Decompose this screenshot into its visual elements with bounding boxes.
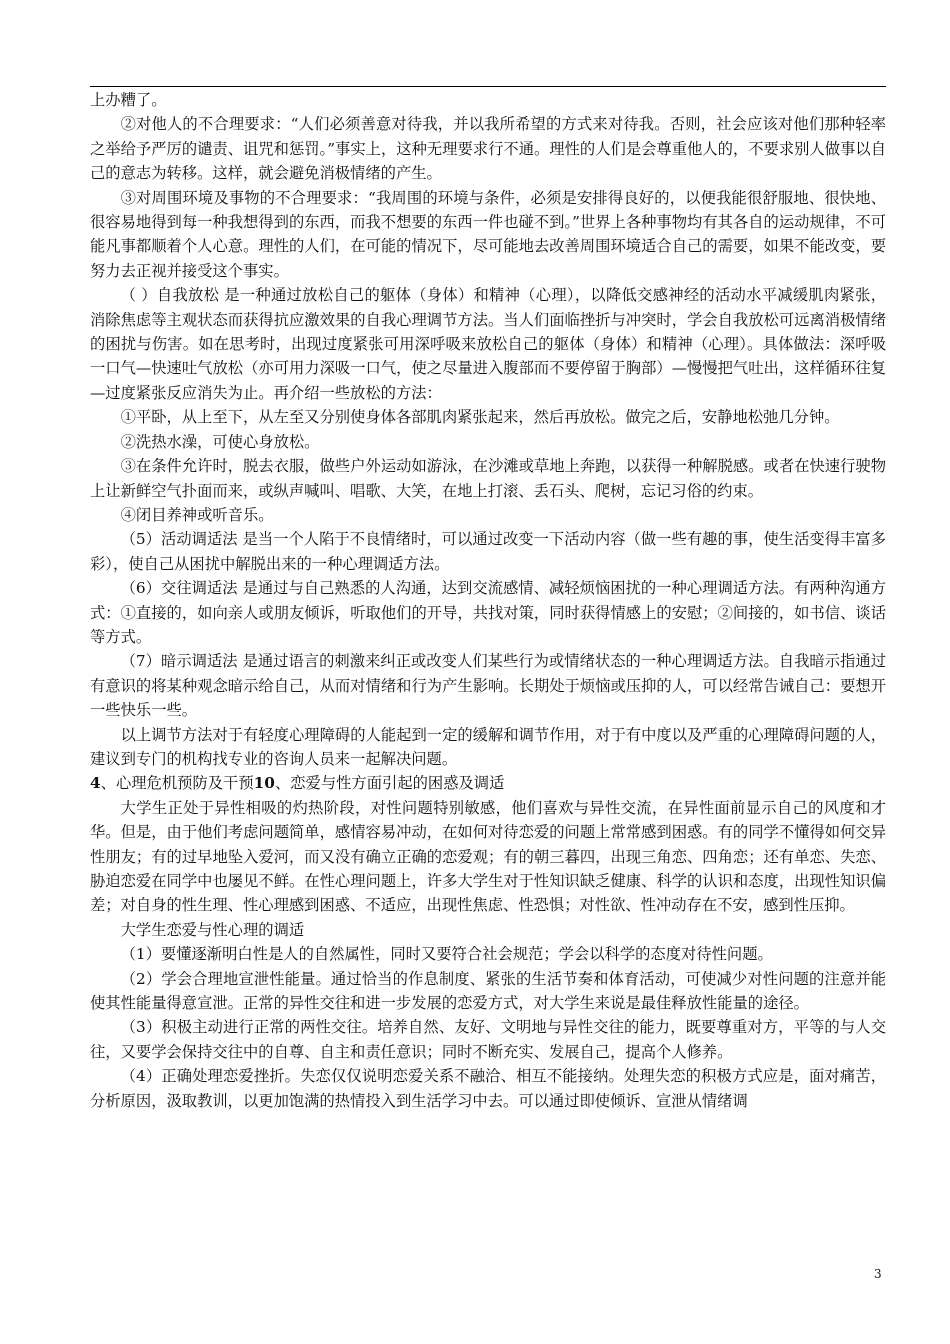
paragraph: 上办糟了。: [90, 91, 167, 109]
paragraph: （7）暗示调适法 是通过语言的刺激来纠正或改变人们某些行为或情绪状态的一种心理调适方法。自我暗示指通过有意识的将某种观念暗示给自己，从而对情绪和行为产生影响。长期处于烦恼或压抑的人，可以经常告诫自己：要想开一些快乐一些。: [90, 652, 886, 720]
heading-number: 4: [90, 774, 101, 793]
heading-number: 10: [253, 774, 275, 793]
heading-text: 、恋爱与性方面引起的困惑及调适: [274, 774, 505, 793]
paragraph: （6）交往调适法 是通过与自己熟悉的人沟通，达到交流感情、减轻烦恼困扰的一种心理调适方法。有两种沟通方式：①直接的，如向亲人或朋友倾诉，听取他们的开导，共找对策，同时获得情感上的安慰；②间接的，如书信、谈话等方式。: [90, 579, 886, 646]
paragraph: 以上调节方法对于有轻度心理障碍的人能起到一定的缓解和调节作用，对于有中度以及严重的心理障碍问题的人，建议到专门的机构找专业的咨询人员来一起解决问题。: [90, 725, 886, 768]
heading-text: 、心理危机预防及干预: [100, 774, 254, 793]
header-rule: [90, 86, 886, 87]
paragraph: （ ）自我放松 是一种通过放松自己的躯体（身体）和精神（心理），以降低交感神经的活动水平减缓肌肉紧张，消除焦虑等主观状态而获得抗应激效果的自我心理调节方法。当人们面临挫折与冲突时，学会自我放松可远离消极情绪的困扰与伤害。如在思考时，出现过度紧张可用深呼吸来放松自己的躯体（身体）和精神（心理）。具体做法：深呼吸一口气—快速吐气放松（亦可用力深吸一口气，使之尽量进入腹部而不要停留于胸部）—慢慢把气吐出，这样循环往复—过度紧张反应消失为止。再介绍一些放松的方法：: [90, 286, 886, 402]
paragraph: ①平卧，从上至下，从左至又分别使身体各部肌肉紧张起来，然后再放松。做完之后，安静地松弛几分钟。: [120, 408, 840, 427]
paragraph: （1）要懂逐渐明白性是人的自然属性，同时又要符合社会规范；学会以科学的态度对待性问题。: [120, 945, 773, 964]
paragraph: 大学生正处于异性相吸的灼热阶段，对性问题特别敏感，他们喜欢与异性交流，在异性面前显示自己的风度和才华。但是，由于他们考虑问题简单，感情容易冲动，在如何对待恋爱的问题上常常感到困惑。有的同学不懂得如何交异性朋友；有的过早地坠入爱河，而又没有确立正确的恋爱观；有的朝三暮四，出现三角恋、四角恋；还有单恋、失恋、胁迫恋爱在同学中也屡见不鲜。在性心理问题上，许多大学生对于性知识缺乏健康、科学的认识和态度，出现性知识偏差；对自身的性生理、性心理感到困惑、不适应，出现性焦虑、性恐惧；对性欲、性冲动存在不安，感到性压抑。: [90, 798, 886, 915]
paragraph: ④闭目养神或听音乐。: [120, 505, 274, 524]
section-heading: [90, 771, 886, 795]
paragraph: （4）正确处理恋爱挫折。失恋仅仅说明恋爱关系不融洽、相互不能接纳。处理失恋的积极方式应是，面对痛苦，分析原因，汲取教训，以更加饱满的热情投入到生活学习中去。可以通过即使倾诉、宣泄从情绪调: [90, 1067, 886, 1110]
paragraph: ②洗热水澡，可使心身放松。: [120, 432, 320, 451]
page-number: 3: [874, 1267, 882, 1281]
paragraph: （5）活动调适法 是当一个人陷于不良情绪时，可以通过改变一下活动内容（做一些有趣的事，使生活变得丰富多彩），使自己从困扰中解脱出来的一种心理调适方法。: [90, 530, 886, 573]
paragraph: （3）积极主动进行正常的两性交往。培养自然、友好、文明地与异性交往的能力，既要尊重对方，平等的与人交往，又要学会保持交往中的自尊、自主和责任意识；同时不断充实、发展自己，提高个人修养。: [90, 1018, 886, 1061]
paragraph: ②对他人的不合理要求：“人们必须善意对待我，并以我所希望的方式来对待我。否则，社会应该对他们那种轻率之举给予严厉的谴责、诅咒和惩罚。”事实上，这种无理要求行不通。理性的人们是会尊重他人的，不要求别人做事以自己的意志为转移。这样，就会避免消极情绪的产生。: [90, 115, 886, 183]
paragraph: （2）学会合理地宣泄性能量。通过恰当的作息制度、紧张的生活节奏和体育活动，可使减少对性问题的注意并能使其性能量得意宣泄。正常的异性交往和进一步发展的恋爱方式，对大学生来说是最佳释放性能量的途径。: [90, 969, 886, 1013]
paragraph: 大学生恋爱与性心理的调适: [120, 920, 305, 939]
paragraph: ③在条件允许时，脱去衣服，做些户外运动如游泳，在沙滩或草地上奔跑，以获得一种解脱感。或者在快速行驶物上让新鲜空气扑面而来，或纵声喊叫、唱歌、大笑，在地上打滚、丢石头、爬树，忘记习俗的约束。: [90, 457, 886, 500]
document-body: [90, 88, 886, 1113]
paragraph: ③对周围环境及事物的不合理要求：“我周围的环境与条件，必须是安排得良好的，以便我能很舒服地、很快地、很容易地得到每一种我想得到的东西，而我不想要的东西一件也碰不到。”世界上各种事物均有其各自的运动规律，不可能凡事都顺着个人心意。理性的人们，在可能的情况下，尽可能地去改善周围环境适合自己的需要，如果不能改变，要努力去正视并接受这个事实。: [90, 188, 886, 280]
